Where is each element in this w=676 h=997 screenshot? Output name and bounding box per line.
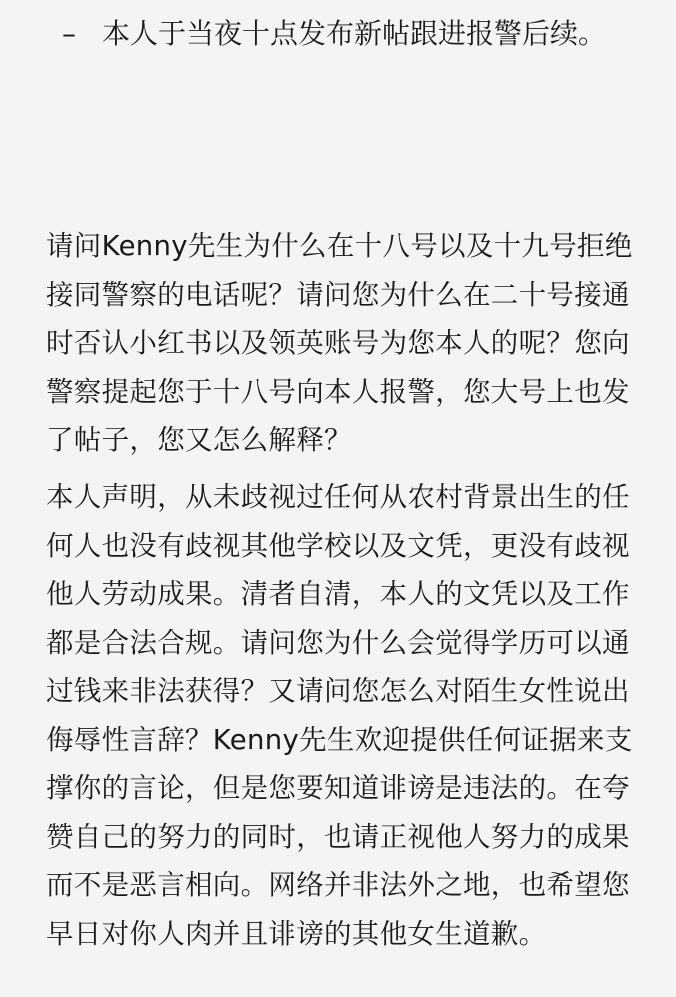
bullet-dash: –: [62, 17, 76, 50]
paragraph-question: 请问Kenny先生为什么在十八号以及十九号拒绝接同警察的电话呢？请问您为什么在二十号接通时否认小红书以及领英账号为您本人的呢？您向警察提起您于十八号向本人报警，您大号上也发了帖子，您又怎么解释？: [46, 230, 633, 456]
bullet-item: [62, 12, 622, 56]
paragraph-statement: 本人声明，从未歧视过任何从农村背景出生的任何人也没有歧视其他学校以及文凭，更没有歧视他人劳动成果。清者自清，本人的文凭以及工作都是合法合规。请问您为什么会觉得学历可以通过钱来非法获得？又请问您怎么对陌生女性说出侮辱性言辞？Kenny先生欢迎提供任何证据来支撑你的言论，但是您要知道诽谤是违法的。在夸赞自己的努力的同时，也请正视他人努力的成果而不是恶言相向。网络并非法外之地，也希望您早日对你人肉并且诽谤的其他女生道歉。: [46, 481, 633, 950]
bullet-text: 本人于当夜十点发布新帖跟进报警后续。: [102, 17, 607, 50]
